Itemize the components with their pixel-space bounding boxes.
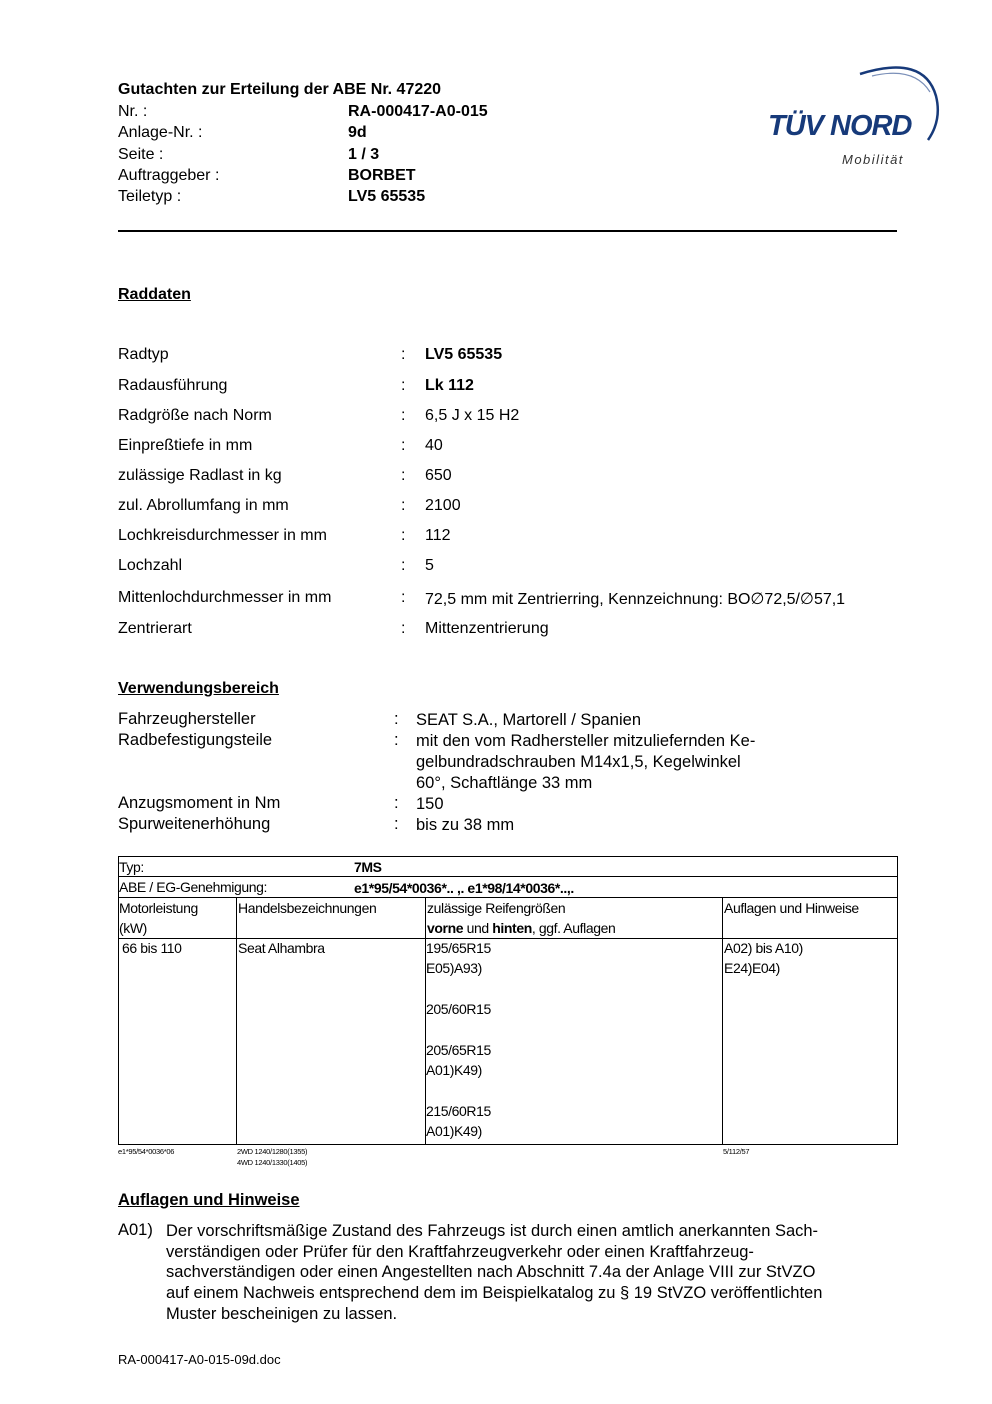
header-text: , ggf. Auflagen	[531, 920, 616, 936]
raddaten-row	[118, 437, 918, 459]
auflagen-line: A02) bis A10)	[724, 940, 803, 956]
logo-subtitle: Mobilität	[842, 152, 904, 167]
separator: :	[401, 377, 406, 394]
raddaten-label: Radtyp	[118, 346, 169, 363]
auflage-line: verständigen oder Prüfer für den Kraftfahrzeugverkehr oder einen Kraftfahrzeug-	[166, 1242, 754, 1261]
tire-notes: A01)K49)	[426, 1062, 482, 1078]
logo-wordmark: TÜV NORD	[768, 110, 912, 142]
raddaten-label: Zentrierart	[118, 620, 192, 637]
separator: :	[401, 557, 406, 574]
table-border	[118, 1144, 898, 1145]
raddaten-row	[118, 467, 918, 489]
header-label: Nr. :	[118, 103, 148, 120]
tire-size: 195/65R15	[426, 940, 491, 956]
spacer	[426, 978, 491, 999]
separator: :	[401, 346, 406, 363]
typ-value: 7MS	[354, 859, 382, 875]
section-title-auflagen: Auflagen und Hinweise	[118, 1191, 300, 1209]
raddaten-label: Radausführung	[118, 377, 228, 394]
raddaten-label: Mittenlochdurchmesser in mm	[118, 589, 332, 606]
auflagen-line: E24)E04)	[724, 960, 780, 976]
auflage-text	[166, 1221, 822, 1325]
spacer	[426, 1080, 491, 1101]
typ-label: Typ:	[119, 859, 144, 875]
col-header-reifengroessen	[427, 898, 615, 938]
table-border	[722, 897, 723, 1145]
raddaten-row	[118, 557, 918, 579]
raddaten-row	[118, 346, 918, 368]
raddaten-row	[118, 407, 918, 429]
tire-notes: A01)K49)	[426, 1123, 482, 1139]
verwendung-value: SEAT S.A., Martorell / Spanien	[416, 711, 641, 729]
raddaten-value: 2100	[425, 497, 461, 514]
header-value: 9d	[348, 124, 367, 141]
separator: :	[394, 710, 399, 728]
header-line: zulässige Reifengrößen	[427, 900, 566, 916]
separator: :	[401, 589, 406, 606]
verwendung-label: Spurweitenerhöhung	[118, 815, 271, 833]
header-bold: hinten	[492, 920, 532, 936]
verwendung-label: Fahrzeughersteller	[118, 710, 256, 728]
document-title: Gutachten zur Erteilung der ABE Nr. 47220	[118, 81, 442, 98]
col-header-power	[119, 898, 198, 938]
col-header-auflagen: Auflagen und Hinweise	[724, 900, 859, 916]
header-divider	[118, 230, 897, 232]
vehicle-table	[118, 856, 898, 1145]
separator: :	[401, 407, 406, 424]
table-border	[897, 856, 898, 1145]
verwendung-label: Anzugsmoment in Nm	[118, 794, 281, 812]
tire-notes: E05)A93)	[426, 960, 482, 976]
footer-filename: RA-000417-A0-015-09d.doc	[118, 1352, 281, 1367]
auflage-line: auf einem Nachweis entsprechend dem im Beispielkatalog zu § 19 StVZO veröffentlichten	[166, 1284, 823, 1303]
raddaten-row	[118, 527, 918, 549]
raddaten-row	[118, 377, 918, 399]
raddaten-value: 5	[425, 557, 434, 574]
spacer	[426, 1019, 491, 1040]
separator: :	[401, 497, 406, 514]
col-header-handelsbezeichnungen: Handelsbezeichnungen	[238, 900, 377, 916]
raddaten-value: 40	[425, 437, 443, 454]
raddaten-label: Einpreßtiefe in mm	[118, 437, 253, 454]
header-text: und	[463, 920, 493, 936]
auflage-line: sachverständigen oder einen Angestellten nach Abschnitt 7.4a der Anlage VIII zur StVZO	[166, 1263, 816, 1282]
raddaten-label: Lochkreisdurchmesser in mm	[118, 527, 327, 544]
header-line-2	[427, 918, 615, 938]
raddaten-row	[118, 589, 918, 611]
verwendung-value: bis zu 38 mm	[416, 816, 515, 834]
separator: :	[401, 620, 406, 637]
header-line: (kW)	[119, 920, 147, 936]
table-border	[236, 897, 237, 1145]
header-value: BORBET	[348, 167, 416, 184]
abe-value: e1*95/54*0036*.. ,. e1*98/14*0036*..,.	[354, 880, 574, 896]
tire-size: 205/60R15	[426, 1001, 491, 1017]
raddaten-label: Lochzahl	[118, 557, 183, 574]
value-line: gelbundradschrauben M14x1,5, Kegelwinkel	[416, 753, 741, 771]
header-value: LV5 65535	[348, 188, 426, 205]
raddaten-value: 650	[425, 467, 452, 484]
footnote-weight-2wd: 2WD 1240/1280(1355)	[237, 1147, 308, 1156]
raddaten-value: Lk 112	[425, 377, 474, 394]
cell-auflagen	[724, 938, 803, 978]
tire-size: 205/65R15	[426, 1042, 491, 1058]
footnote-weight-4wd: 4WD 1240/1330(1405)	[237, 1158, 308, 1167]
raddaten-label: Radgröße nach Norm	[118, 407, 272, 424]
auflage-line: Der vorschriftsmäßige Zustand des Fahrzeugs ist durch einen amtlich anerkannten Sach-	[166, 1222, 819, 1240]
header-label: Anlage-Nr. :	[118, 124, 203, 141]
auflage-line: Muster bescheinigen zu lassen.	[166, 1304, 398, 1323]
separator: :	[401, 437, 406, 454]
abe-label: ABE / EG-Genehmigung:	[119, 879, 268, 895]
verwendung-value-multiline	[416, 731, 755, 794]
value-line: mit den vom Radhersteller mitzuliefernden Ke-	[416, 732, 756, 750]
raddaten-label: zul. Abrollumfang in mm	[118, 497, 289, 514]
raddaten-value: Mittenzentrierung	[425, 620, 549, 637]
separator: :	[394, 794, 399, 812]
section-title-raddaten: Raddaten	[118, 286, 191, 303]
cell-tires	[426, 938, 491, 1141]
table-border	[118, 856, 898, 857]
separator: :	[401, 527, 406, 544]
verwendung-value: 150	[416, 795, 444, 813]
tire-size: 215/60R15	[426, 1103, 491, 1119]
separator: :	[394, 731, 399, 749]
raddaten-value: 112	[425, 527, 451, 544]
header-bold: vorne	[427, 920, 464, 936]
cell-name: Seat Alhambra	[238, 940, 325, 956]
raddaten-label: zulässige Radlast in kg	[118, 467, 282, 484]
separator: :	[394, 815, 399, 833]
auflage-code: A01)	[118, 1221, 153, 1239]
header-label: Seite :	[118, 146, 164, 163]
header-label: Teiletyp :	[118, 188, 182, 205]
raddaten-value: 72,5 mm mit Zentrierring, Kennzeichnung: BO∅72,5/∅57,1	[425, 591, 846, 608]
value-line: 60°, Schaftlänge 33 mm	[416, 774, 593, 792]
section-title-verwendungsbereich: Verwendungsbereich	[118, 680, 279, 697]
verwendung-label: Radbefestigungsteile	[118, 731, 273, 749]
footnote-bolt-pattern: 5/112/57	[723, 1147, 750, 1156]
header-value: 1 / 3	[348, 146, 380, 163]
raddaten-row	[118, 497, 918, 519]
cell-power: 66 bis 110	[122, 940, 182, 956]
separator: :	[401, 467, 406, 484]
header-line: Motorleistung	[119, 900, 198, 916]
raddaten-value: LV5 65535	[425, 346, 503, 363]
header-value: RA-000417-A0-015	[348, 103, 488, 120]
raddaten-value: 6,5 J x 15 H2	[425, 407, 520, 424]
raddaten-row	[118, 620, 918, 642]
footnote-abe: e1*95/54*0036*06	[118, 1147, 175, 1156]
tuev-nord-logo	[764, 58, 944, 170]
header-label: Auftraggeber :	[118, 167, 220, 184]
